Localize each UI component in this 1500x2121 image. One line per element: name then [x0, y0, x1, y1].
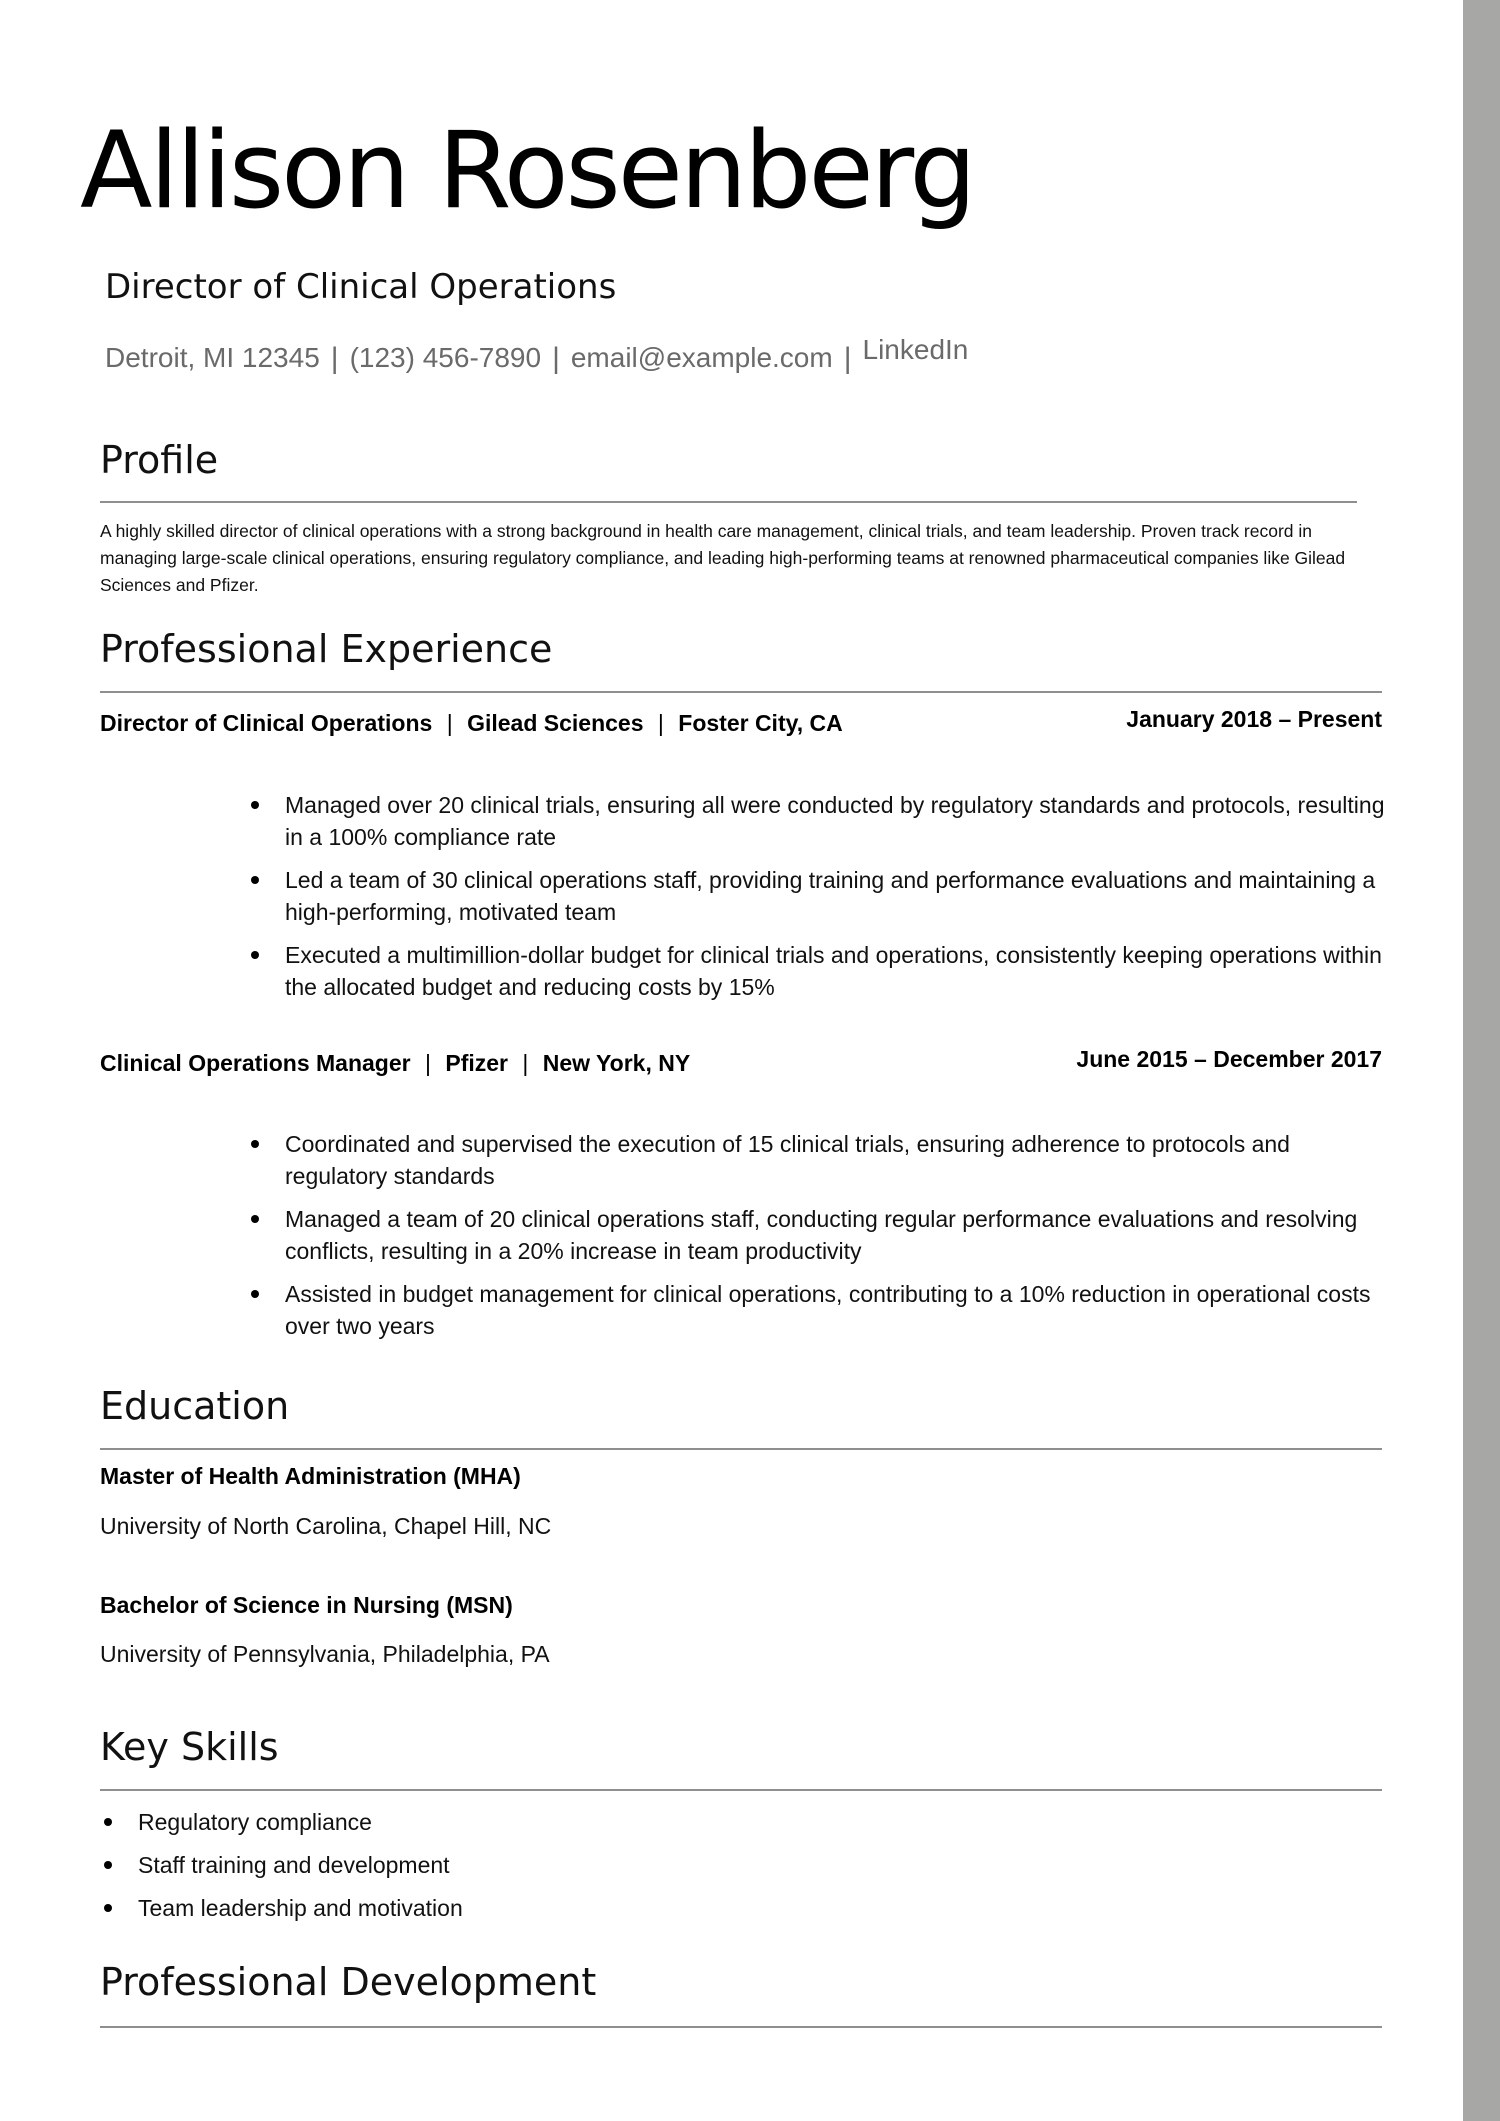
job-company: Pfizer: [445, 1050, 508, 1076]
job-position: Director of Clinical Operations: [100, 710, 433, 736]
skills-divider: [100, 1789, 1382, 1791]
job-header-gilead: [100, 705, 1382, 741]
experience-heading: Professional Experience: [100, 627, 553, 671]
job-separator: |: [522, 1050, 529, 1076]
candidate-name: Allison Rosenberg: [80, 109, 974, 232]
candidate-title: Director of Clinical Operations: [105, 267, 617, 307]
contact-location: Detroit, MI 12345: [105, 342, 320, 373]
job-header-pfizer: [100, 1045, 1382, 1081]
education-degree: Master of Health Administration (MHA): [100, 1463, 521, 1489]
skills-heading: Key Skills: [100, 1725, 279, 1769]
contact-separator: |: [843, 342, 852, 375]
contact-separator: |: [330, 342, 339, 375]
contact-email[interactable]: email@example.com: [570, 342, 833, 373]
contact-phone: (123) 456-7890: [349, 342, 542, 373]
achievement-item: Executed a multimillion-dollar budget for clinical trials and operations, consistently keeping operations within the allocated budget and reducing costs by 15%: [285, 939, 1385, 1003]
linkedin-link[interactable]: LinkedIn: [862, 334, 969, 365]
education-school: University of North Carolina, Chapel Hill, NC: [100, 1513, 552, 1539]
job-location: New York, NY: [542, 1050, 691, 1076]
skill-item: Regulatory compliance: [138, 1806, 463, 1838]
job-separator: |: [446, 710, 453, 736]
job-company: Gilead Sciences: [467, 710, 644, 736]
professional-development-heading: Professional Development: [100, 1960, 597, 2004]
experience-divider: [100, 691, 1382, 693]
job-separator: |: [424, 1050, 431, 1076]
contact-separator: |: [552, 342, 560, 375]
achievement-item: Assisted in budget management for clinical operations, contributing to a 10% reduction in operational costs over two years: [285, 1278, 1385, 1342]
education-heading: Education: [100, 1384, 290, 1428]
profile-summary: A highly skilled director of clinical operations with a strong background in health care management, clinical trials, and team leadership. Proven track record in managing large-scale clinical operations, ensuring regulatory compliance, and leading high-performing teams at renowned pharmaceutical companies like Gilead Sciences and Pfizer.: [100, 521, 1346, 595]
achievement-item: Managed a team of 20 clinical operations staff, conducting regular performance evaluations and resolving conflicts, resulting in a 20% increase in team productivity: [285, 1203, 1385, 1267]
job-location: Foster City, CA: [678, 710, 843, 736]
contact-line: [105, 334, 969, 384]
job-separator: |: [657, 710, 664, 736]
achievement-item: Led a team of 30 clinical operations staff, providing training and performance evaluations and maintaining a high-performing, motivated team: [285, 864, 1385, 928]
achievement-item: Coordinated and supervised the execution of 15 clinical trials, ensuring adherence to protocols and regulatory standards: [285, 1128, 1385, 1192]
job-achievements-pfizer: [285, 1128, 1385, 1353]
job-dates: January 2018 – Present: [1126, 706, 1382, 732]
job-main: [100, 1052, 690, 1075]
job-main: [100, 712, 843, 735]
profile-divider: [100, 501, 1357, 503]
achievement-item: Managed over 20 clinical trials, ensuring all were conducted by regulatory standards and protocols, resulting in a 100% compliance rate: [285, 789, 1385, 853]
profile-heading: Profile: [100, 438, 219, 482]
skills-list: [138, 1806, 463, 1935]
education-divider: [100, 1448, 1382, 1450]
job-achievements-gilead: [285, 789, 1385, 1014]
professional-development-divider: [100, 2026, 1382, 2028]
education-degree: Bachelor of Science in Nursing (MSN): [100, 1592, 513, 1618]
job-dates: June 2015 – December 2017: [1076, 1046, 1382, 1072]
job-position: Clinical Operations Manager: [100, 1050, 411, 1076]
skill-item: Staff training and development: [138, 1849, 463, 1881]
page-margin-bar: [1463, 0, 1500, 2121]
skill-item: Team leadership and motivation: [138, 1892, 463, 1924]
education-school: University of Pennsylvania, Philadelphia, PA: [100, 1641, 550, 1667]
